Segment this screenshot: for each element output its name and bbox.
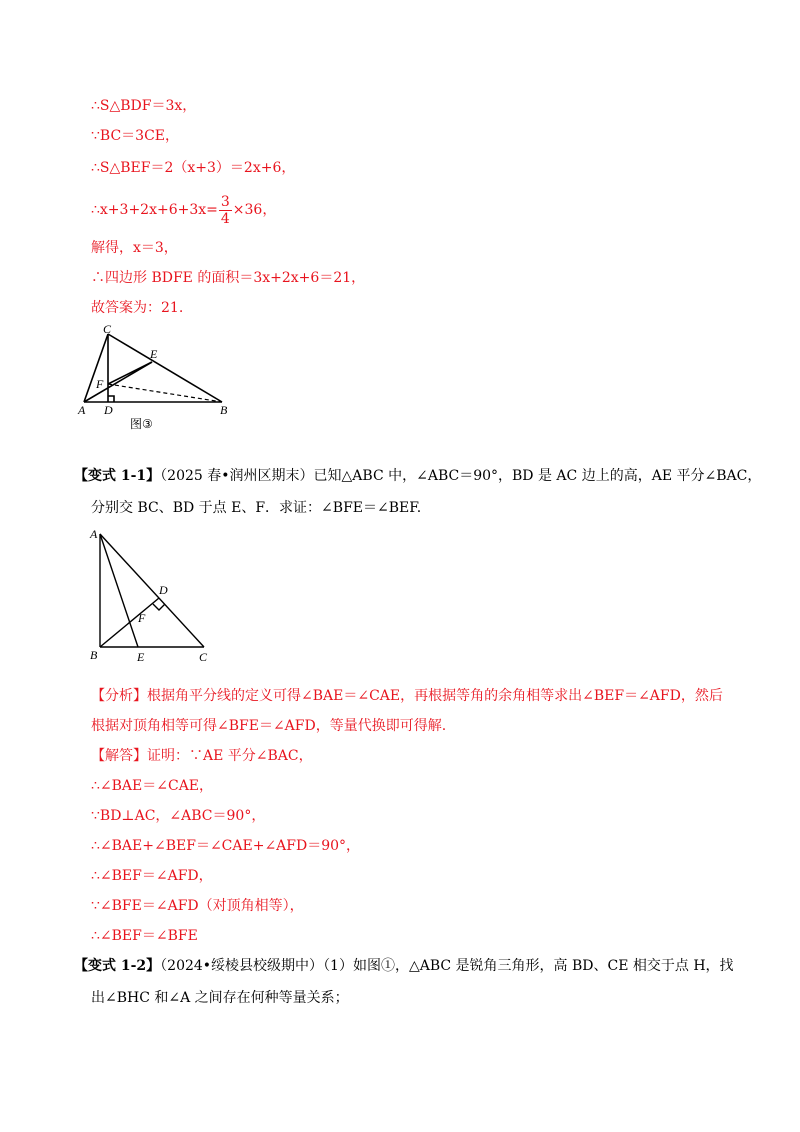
fig11-label-a: A xyxy=(90,527,98,541)
variant-1-2-text-1: （1）如图①，△ABC 是锐角三角形，高 BD、CE 相交于点 H，找 xyxy=(323,958,734,974)
variant-1-2-tag: 【变式 1-2】 xyxy=(74,958,161,974)
solution-line-4 xyxy=(91,192,276,228)
fig11-label-d: D xyxy=(159,583,168,597)
analysis-tag: 【分析】 xyxy=(91,688,147,704)
fig11-label-b: B xyxy=(90,648,98,662)
fraction-numerator: 3 xyxy=(220,193,230,210)
fraction-three-quarters xyxy=(219,194,232,227)
fig11-label-e: E xyxy=(137,650,145,664)
variant-1-2-line-1 xyxy=(74,956,734,976)
variant-1-2-source: （2024•绥棱县校级期中） xyxy=(160,958,324,974)
variant-1-1-line-2: 分别交 BC、BD 于点 E、F．求证：∠BFE＝∠BEF. xyxy=(91,500,422,516)
fraction-denominator: 4 xyxy=(220,210,230,227)
figure-3-diagram xyxy=(70,322,260,434)
answer-text-1: 证明：∵AE 平分∠BAC， xyxy=(147,748,313,764)
fig11-label-f: F xyxy=(138,611,146,625)
variant-1-1-line-1 xyxy=(74,466,761,486)
answer-tag: 【解答】 xyxy=(91,748,147,764)
fig3-label-d: D xyxy=(104,403,113,417)
analysis-text-1: 根据角平分线的定义可得∠BAE＝∠CAE，再根据等角的余角相等求出∠BEF＝∠AFD，然后 xyxy=(147,688,723,704)
answer-line-6: ∵∠BFE＝∠AFD（对顶角相等）， xyxy=(91,898,304,914)
variant-1-1-tag: 【变式 1-1】 xyxy=(74,468,161,484)
equation-left: ∴x+3+2x+6+3x= xyxy=(91,202,218,218)
equation-right: ×36， xyxy=(232,202,277,218)
analysis-line-2: 根据对顶角相等可得∠BFE＝∠AFD，等量代换即可得解. xyxy=(91,718,447,734)
fig3-label-a: A xyxy=(78,403,86,417)
answer-line-3: ∵BD⊥AC，∠ABC＝90°， xyxy=(91,808,266,824)
solution-line-7: 故答案为：21. xyxy=(91,300,184,316)
fig3-label-f: F xyxy=(96,377,104,391)
figure-1-1-diagram xyxy=(86,522,216,667)
variant-1-2-line-2: 出∠BHC 和∠A 之间存在何种等量关系； xyxy=(91,990,349,1006)
answer-line-4: ∴∠BAE+∠BEF＝∠CAE+∠AFD＝90°， xyxy=(91,838,361,854)
variant-1-1-source: （2025 春•润州区期末） xyxy=(160,468,314,484)
fig3-label-b: B xyxy=(220,403,228,417)
answer-line-7: ∴∠BEF＝∠BFE xyxy=(91,928,198,944)
answer-line-2: ∴∠BAE＝∠CAE， xyxy=(91,778,214,794)
solution-line-5: 解得，x＝3， xyxy=(91,240,178,256)
fig3-label-c: C xyxy=(103,322,112,336)
answer-line-1 xyxy=(91,746,313,766)
solution-line-3: ∴S△BEF＝2（x+3）＝2x+6， xyxy=(91,160,296,176)
fig11-label-c: C xyxy=(199,650,208,664)
solution-line-6: ∴四边形 BDFE 的面积＝3x+2x+6＝21， xyxy=(91,270,366,286)
fig3-caption: 图③ xyxy=(130,417,153,431)
solution-line-2: ∵BC＝3CE， xyxy=(91,128,180,144)
solution-line-1: ∴S△BDF＝3x， xyxy=(91,98,197,114)
answer-line-5: ∴∠BEF＝∠AFD， xyxy=(91,868,213,884)
variant-1-1-text-1: 已知△ABC 中，∠ABC＝90°，BD 是 AC 边上的高，AE 平分∠BAC， xyxy=(313,468,762,484)
fig3-label-e: E xyxy=(150,347,158,361)
analysis-line-1 xyxy=(91,686,723,706)
